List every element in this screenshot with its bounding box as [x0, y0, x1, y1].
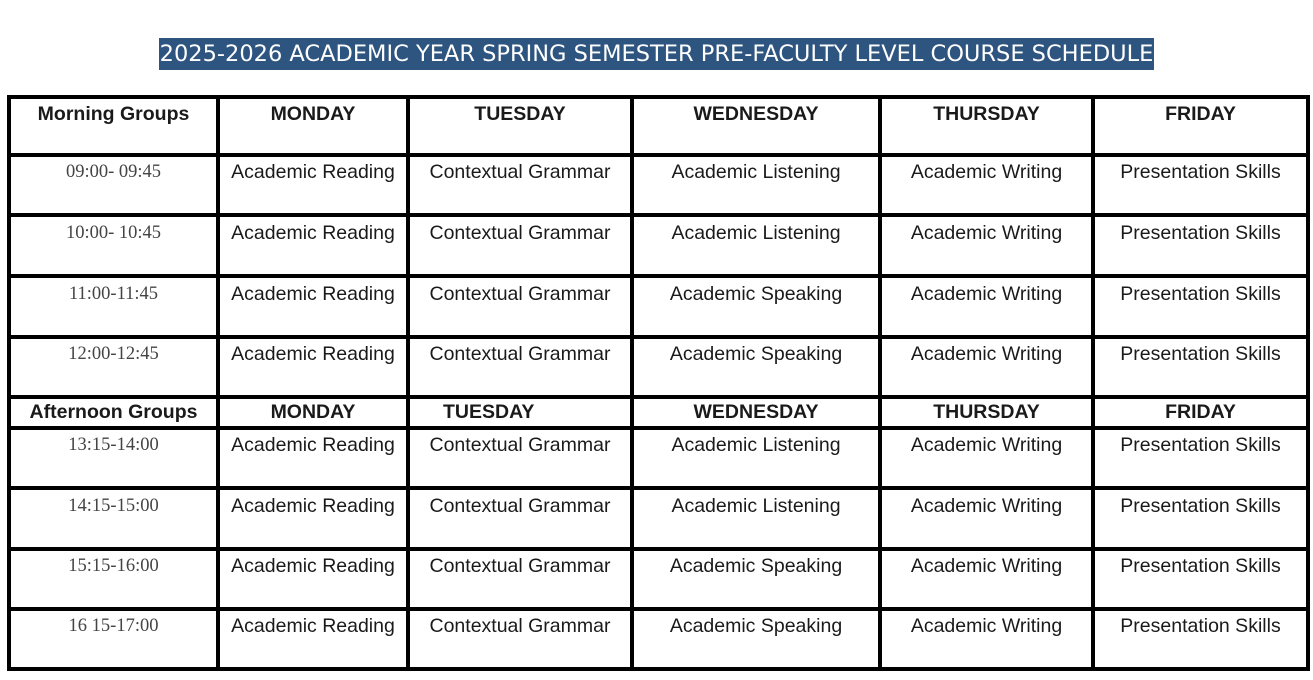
table-row [9, 549, 1308, 609]
course-cell: Academic Reading [218, 488, 408, 549]
course-cell: Contextual Grammar [408, 549, 632, 609]
course-cell: Academic Reading [218, 215, 408, 276]
course-cell: Academic Writing [880, 428, 1093, 488]
table-row [9, 276, 1308, 337]
course-cell: Presentation Skills [1093, 488, 1308, 549]
course-cell: Presentation Skills [1093, 428, 1308, 488]
course-cell: Academic Writing [880, 276, 1093, 337]
title-wrapper [0, 38, 1313, 70]
time-cell: 14:15-15:00 [9, 488, 218, 549]
course-cell: Contextual Grammar [408, 609, 632, 669]
course-cell: Academic Reading [218, 155, 408, 215]
afternoon-thursday-header: THURSDAY [880, 397, 1093, 428]
afternoon-friday-header: FRIDAY [1093, 397, 1308, 428]
course-cell: Contextual Grammar [408, 488, 632, 549]
course-cell: Academic Writing [880, 155, 1093, 215]
course-cell: Presentation Skills [1093, 337, 1308, 397]
time-cell: 16 15-17:00 [9, 609, 218, 669]
course-cell: Academic Writing [880, 337, 1093, 397]
course-cell: Academic Writing [880, 609, 1093, 669]
time-cell: 11:00-11:45 [9, 276, 218, 337]
course-cell: Academic Listening [632, 155, 880, 215]
afternoon-tuesday-header: TUESDAY [408, 397, 632, 428]
course-cell: Academic Speaking [632, 549, 880, 609]
afternoon-header-row [9, 397, 1308, 428]
course-cell: Academic Writing [880, 488, 1093, 549]
time-cell: 13:15-14:00 [9, 428, 218, 488]
course-cell: Academic Reading [218, 276, 408, 337]
course-cell: Academic Speaking [632, 337, 880, 397]
morning-tuesday-header: TUESDAY [408, 97, 632, 155]
course-cell: Academic Writing [880, 549, 1093, 609]
morning-wednesday-header: WEDNESDAY [632, 97, 880, 155]
table-row [9, 428, 1308, 488]
afternoon-groups-header: Afternoon Groups [9, 397, 218, 428]
course-cell: Contextual Grammar [408, 337, 632, 397]
table-row [9, 155, 1308, 215]
page-title[interactable]: 2025-2026 ACADEMIC YEAR SPRING SEMESTER PRE-FACULTY LEVEL COURSE SCHEDULE [159, 38, 1155, 70]
course-cell: Academic Writing [880, 215, 1093, 276]
schedule-table [7, 95, 1310, 671]
morning-thursday-header: THURSDAY [880, 97, 1093, 155]
course-cell: Contextual Grammar [408, 215, 632, 276]
course-cell: Contextual Grammar [408, 428, 632, 488]
time-cell: 12:00-12:45 [9, 337, 218, 397]
table-row [9, 337, 1308, 397]
course-cell: Presentation Skills [1093, 215, 1308, 276]
course-cell: Academic Listening [632, 428, 880, 488]
course-cell: Academic Reading [218, 428, 408, 488]
morning-monday-header: MONDAY [218, 97, 408, 155]
table-row [9, 609, 1308, 669]
course-cell: Contextual Grammar [408, 155, 632, 215]
course-cell: Academic Speaking [632, 276, 880, 337]
course-cell: Academic Listening [632, 215, 880, 276]
time-cell: 09:00- 09:45 [9, 155, 218, 215]
course-cell: Presentation Skills [1093, 276, 1308, 337]
morning-friday-header: FRIDAY [1093, 97, 1308, 155]
table-row [9, 215, 1308, 276]
time-cell: 15:15-16:00 [9, 549, 218, 609]
course-cell: Academic Listening [632, 488, 880, 549]
course-cell: Presentation Skills [1093, 549, 1308, 609]
table-row [9, 488, 1308, 549]
morning-groups-header: Morning Groups [9, 97, 218, 155]
course-cell: Academic Reading [218, 609, 408, 669]
course-cell: Presentation Skills [1093, 609, 1308, 669]
morning-header-row [9, 97, 1308, 155]
course-cell: Academic Reading [218, 549, 408, 609]
course-cell: Academic Reading [218, 337, 408, 397]
afternoon-monday-header: MONDAY [218, 397, 408, 428]
course-cell: Academic Speaking [632, 609, 880, 669]
course-cell: Contextual Grammar [408, 276, 632, 337]
time-cell: 10:00- 10:45 [9, 215, 218, 276]
afternoon-wednesday-header: WEDNESDAY [632, 397, 880, 428]
course-cell: Presentation Skills [1093, 155, 1308, 215]
